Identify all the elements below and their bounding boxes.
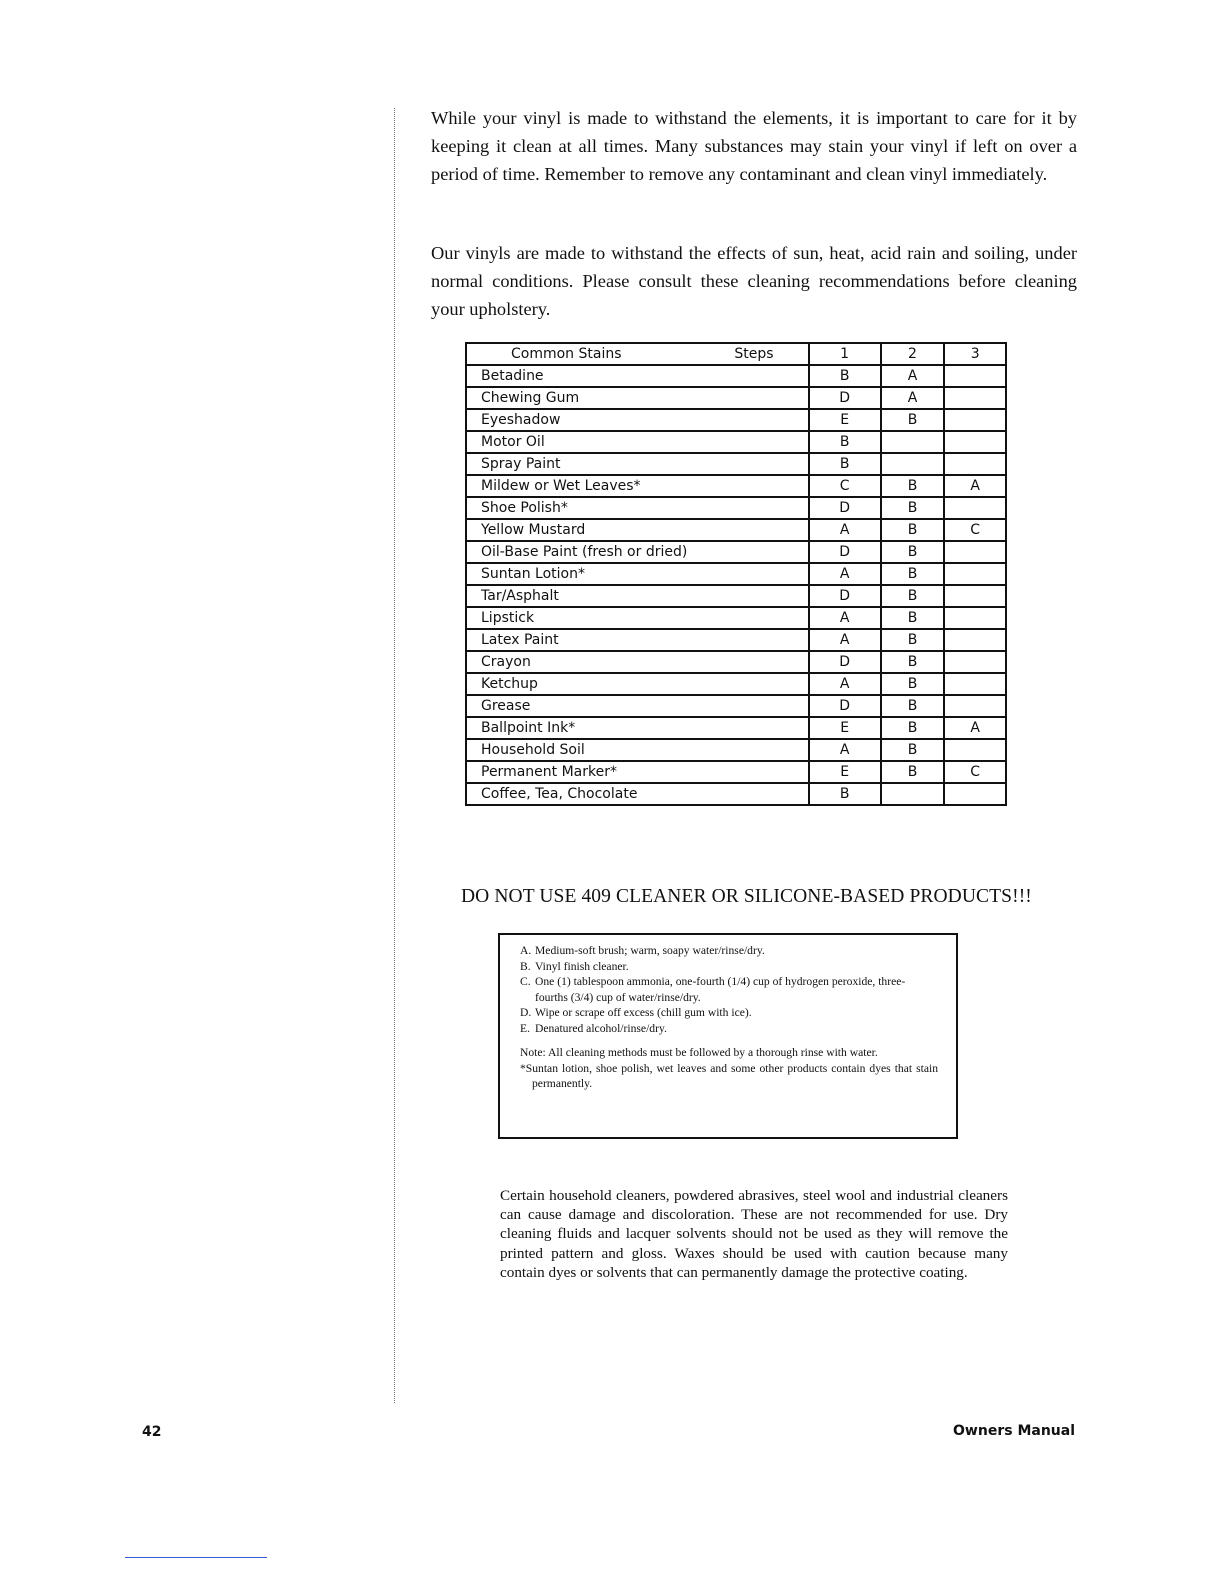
stain-name: Household Soil: [466, 739, 809, 761]
legend-letter: E.: [520, 1021, 530, 1035]
legend-text: Medium-soft brush; warm, soapy water/rinse/dry.: [535, 944, 765, 957]
step-3-cell: [944, 739, 1006, 761]
table-row: [466, 651, 1006, 673]
table-row: [466, 541, 1006, 563]
legend-item: [520, 943, 938, 959]
stain-name: Eyeshadow: [466, 409, 809, 431]
legend-item: [520, 974, 938, 1005]
step-2-cell: [881, 783, 945, 805]
stain-name: Ketchup: [466, 673, 809, 695]
step-1-cell: E: [809, 717, 881, 739]
stain-name: Coffee, Tea, Chocolate: [466, 783, 809, 805]
step-3-cell: A: [944, 717, 1006, 739]
step-2-cell: [881, 453, 945, 475]
step-3-cell: [944, 563, 1006, 585]
stain-name: Spray Paint: [466, 453, 809, 475]
step-3-cell: [944, 453, 1006, 475]
step-1-cell: D: [809, 497, 881, 519]
step-3-cell: A: [944, 475, 1006, 497]
step-2-cell: A: [881, 387, 945, 409]
page-number: 42: [142, 1424, 162, 1440]
step-1-cell: E: [809, 761, 881, 783]
header-step-1: 1: [809, 343, 881, 365]
step-2-cell: B: [881, 761, 945, 783]
step-3-cell: [944, 629, 1006, 651]
table-row: [466, 739, 1006, 761]
table-row: [466, 629, 1006, 651]
stain-name: Ballpoint Ink*: [466, 717, 809, 739]
step-2-cell: B: [881, 739, 945, 761]
step-1-cell: A: [809, 519, 881, 541]
step-2-cell: B: [881, 717, 945, 739]
table-row: [466, 365, 1006, 387]
step-1-cell: B: [809, 453, 881, 475]
legend-letter: A.: [520, 944, 532, 957]
intro-paragraph-1: While your vinyl is made to withstand the elements, it is important to care for it by keeping it clean at all times. Many substances may stain your vinyl if left on over a period of time. Remember to remove any contaminant and clean vinyl immediately.: [431, 108, 1077, 184]
step-3-cell: [944, 783, 1006, 805]
step-3-cell: [944, 431, 1006, 453]
table-row: [466, 387, 1006, 409]
table-row: [466, 409, 1006, 431]
stain-name: Yellow Mustard: [466, 519, 809, 541]
warning-text: DO NOT USE 409 CLEANER OR SILICONE-BASED PRODUCTS!!!: [461, 886, 1032, 907]
stain-name: Motor Oil: [466, 431, 809, 453]
header-steps: Steps: [734, 346, 774, 362]
stain-name: Crayon: [466, 651, 809, 673]
step-2-cell: B: [881, 695, 945, 717]
table-row: [466, 673, 1006, 695]
cleaning-method-legend: [498, 933, 958, 1139]
step-2-cell: [881, 431, 945, 453]
step-1-cell: D: [809, 651, 881, 673]
footer-title: Owners Manual: [953, 1423, 1075, 1439]
step-2-cell: B: [881, 585, 945, 607]
step-1-cell: A: [809, 739, 881, 761]
step-1-cell: A: [809, 629, 881, 651]
step-2-cell: B: [881, 409, 945, 431]
bottom-divider: [125, 1557, 267, 1558]
step-2-cell: B: [881, 541, 945, 563]
table-row: [466, 783, 1006, 805]
stain-name: Grease: [466, 695, 809, 717]
step-2-cell: B: [881, 475, 945, 497]
table-row: [466, 695, 1006, 717]
header-common-stains: Common Stains: [511, 346, 622, 362]
legend-item: [520, 1021, 938, 1037]
step-3-cell: C: [944, 761, 1006, 783]
step-1-cell: D: [809, 541, 881, 563]
legend-text: Wipe or scrape off excess (chill gum with ice).: [535, 1006, 752, 1019]
note-rinse: Note: All cleaning methods must be followed by a thorough rinse with water.: [520, 1046, 878, 1059]
stain-name: Chewing Gum: [466, 387, 809, 409]
step-1-cell: D: [809, 585, 881, 607]
step-1-cell: B: [809, 431, 881, 453]
header-step-2: 2: [881, 343, 945, 365]
step-3-cell: C: [944, 519, 1006, 541]
step-2-cell: B: [881, 607, 945, 629]
step-1-cell: E: [809, 409, 881, 431]
step-1-cell: D: [809, 387, 881, 409]
step-2-cell: A: [881, 365, 945, 387]
step-3-cell: [944, 585, 1006, 607]
step-3-cell: [944, 387, 1006, 409]
stain-name: Suntan Lotion*: [466, 563, 809, 585]
table-row: [466, 563, 1006, 585]
table-row: [466, 607, 1006, 629]
table-body: [466, 365, 1006, 805]
step-2-cell: B: [881, 673, 945, 695]
table-row: [466, 585, 1006, 607]
step-1-cell: B: [809, 783, 881, 805]
header-step-3: 3: [944, 343, 1006, 365]
note-dyes: *Suntan lotion, shoe polish, wet leaves and some other products contain dyes that stain permanently.: [520, 1061, 938, 1090]
legend-text: Vinyl finish cleaner.: [535, 959, 629, 973]
step-2-cell: B: [881, 651, 945, 673]
table-row: [466, 475, 1006, 497]
step-3-cell: [944, 365, 1006, 387]
stain-name: Betadine: [466, 365, 809, 387]
step-1-cell: A: [809, 563, 881, 585]
step-3-cell: [944, 497, 1006, 519]
legend-list: [520, 943, 938, 1036]
table-row: [466, 431, 1006, 453]
step-2-cell: B: [881, 497, 945, 519]
stain-name: Shoe Polish*: [466, 497, 809, 519]
margin-dotted-rule: [394, 108, 395, 1403]
step-1-cell: D: [809, 695, 881, 717]
intro-paragraph-2: Our vinyls are made to withstand the effects of sun, heat, acid rain and soiling, under normal conditions. Please consult these cleaning recommendations before cleaning your upholstery.: [431, 243, 1077, 319]
legend-notes: [520, 1045, 938, 1092]
table-row: [466, 519, 1006, 541]
closing-paragraph: Certain household cleaners, powdered abrasives, steel wool and industrial cleaners can cause damage and discoloration. These are not recommended for use. Dry cleaning fluids and lacquer solvents should not be used as they will remove the printed pattern and gloss. Waxes should be used with caution because many contain dyes or solvents that can permanently damage the protective coating.: [500, 1187, 1008, 1281]
legend-text: Denatured alcohol/rinse/dry.: [535, 1021, 667, 1035]
step-2-cell: B: [881, 629, 945, 651]
table-header-stains-steps: [466, 343, 809, 365]
step-3-cell: [944, 409, 1006, 431]
legend-item: [520, 1005, 938, 1021]
stain-name: Mildew or Wet Leaves*: [466, 475, 809, 497]
legend-letter: C.: [520, 975, 531, 988]
step-1-cell: B: [809, 365, 881, 387]
table-row: [466, 717, 1006, 739]
step-1-cell: A: [809, 607, 881, 629]
step-3-cell: [944, 651, 1006, 673]
step-3-cell: [944, 607, 1006, 629]
step-2-cell: B: [881, 519, 945, 541]
stain-name: Lipstick: [466, 607, 809, 629]
step-3-cell: [944, 541, 1006, 563]
step-3-cell: [944, 695, 1006, 717]
stain-cleaning-table: [465, 342, 1007, 806]
table-header-row: [466, 343, 1006, 365]
step-1-cell: C: [809, 475, 881, 497]
stain-name: Tar/Asphalt: [466, 585, 809, 607]
legend-text: One (1) tablespoon ammonia, one-fourth (1/4) cup of hydrogen peroxide, three-fourths (3/4) cup of water/rinse/dry.: [535, 975, 906, 1004]
legend-item: [520, 959, 938, 975]
table-row: [466, 761, 1006, 783]
step-1-cell: A: [809, 673, 881, 695]
step-3-cell: [944, 673, 1006, 695]
table-row: [466, 497, 1006, 519]
legend-letter: D.: [520, 1006, 532, 1019]
stain-name: Latex Paint: [466, 629, 809, 651]
table-row: [466, 453, 1006, 475]
step-2-cell: B: [881, 563, 945, 585]
stain-name: Oil-Base Paint (fresh or dried): [466, 541, 809, 563]
stain-name: Permanent Marker*: [466, 761, 809, 783]
legend-letter: B.: [520, 959, 531, 973]
